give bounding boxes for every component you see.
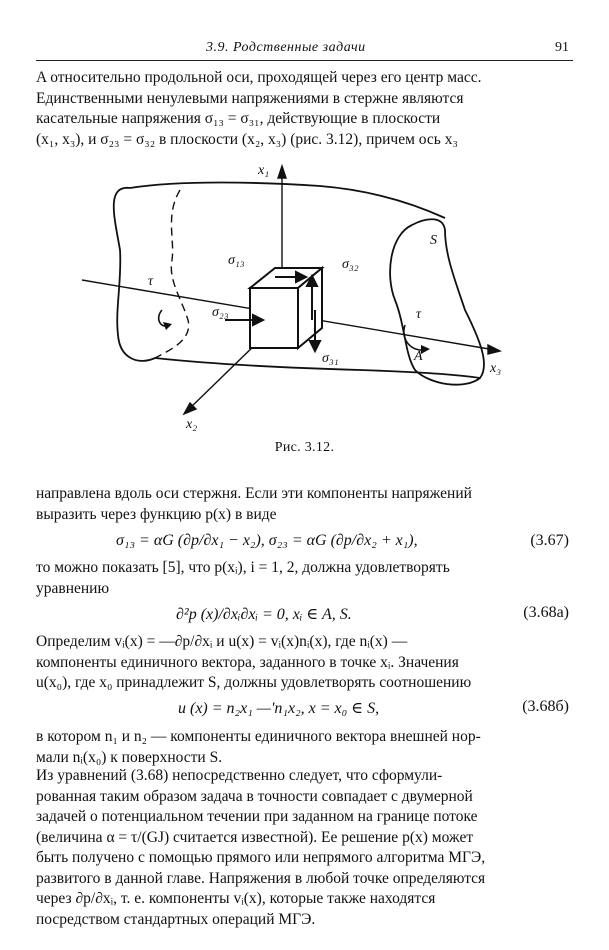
text-line: выразить через функцию p(x) в виде	[36, 505, 277, 523]
sigma31-label: σ₃₁	[322, 351, 339, 366]
tau-left-label: τ	[148, 274, 154, 289]
text-line: посредством стандартных операций МГЭ.	[36, 910, 316, 928]
text-line: Единственными ненулевыми напряжениями в стержне являются	[36, 89, 464, 107]
text-line: Определим vᵢ(x) = —∂p/∂xᵢ и u(x) = vᵢ(x)nᵢ(x), где nᵢ(x) —	[36, 633, 408, 650]
text-line: рованная таким образом задача в точности совпадает с двумерной	[36, 787, 473, 805]
equation-number: (3.67)	[530, 532, 569, 549]
figure-3-12	[60, 160, 540, 445]
text-line: уравнению	[36, 579, 110, 597]
text-line: A относительно продольной оси, проходящей через его центр масс.	[36, 69, 482, 86]
paragraph-4	[36, 632, 573, 694]
text-line: касательные напряжения σ₁₃ = σ₃₁, действующие в плоскости	[36, 110, 441, 127]
x3-label: x₃	[490, 361, 502, 376]
page-number: 91	[555, 40, 569, 55]
text-line: в котором n₁ и n₂ — компоненты единичного вектора внешней нор-	[36, 728, 481, 745]
text-line: компоненты единичного вектора, заданного в точке xᵢ. Значения	[36, 653, 459, 671]
paragraph-2	[36, 484, 573, 525]
running-header	[36, 40, 573, 60]
S-label: S	[430, 233, 437, 248]
x3-axis-arrowhead	[488, 345, 500, 354]
cylinder-top-edge	[130, 183, 445, 219]
paragraph-6	[36, 766, 573, 930]
equation-3-67	[36, 532, 573, 554]
figure-caption: Рис. 3.12.	[274, 440, 335, 455]
paragraph-5	[36, 727, 573, 768]
equation-3-68a	[36, 604, 573, 626]
x1-axis-arrowhead	[278, 166, 286, 178]
x2-axis	[188, 340, 260, 410]
sigma13-label: σ₁₃	[228, 253, 245, 268]
right-cross-section-S	[390, 219, 484, 384]
sigma31-arrowhead	[310, 341, 320, 351]
text-line: задачей о потенциальном течении при заданном на границе потоке	[36, 808, 478, 825]
paragraph-3	[36, 558, 573, 599]
text-line: мали nᵢ(x₀) к поверхности S.	[36, 748, 223, 766]
equation-body: u (x) = n₂x₁ —'n₁x₂, x = x₀ ∈ S,	[178, 700, 380, 717]
equation-number: (3.68а)	[523, 604, 569, 621]
text-line: (x₁, x₃), и σ₂₃ = σ₃₂ в плоскости (x₂, x₃) (рис. 3.12), причем ось x₃	[36, 130, 458, 148]
paragraph-1	[36, 68, 573, 150]
text-line: направлена вдоль оси стержня. Если эти компоненты напряжений	[36, 485, 472, 502]
text-line: u(x₀), где x₀ принадлежит S, должны удовлетворять соотношению	[36, 674, 472, 691]
text-line: развитого в данной главе. Напряжения в любой точке определяются	[36, 869, 486, 887]
text-line: то можно показать [5], что p(xᵢ), i = 1, 2, должна удовлетворять	[36, 559, 450, 576]
equation-body: ∂²p (x)/∂xᵢ∂xᵢ = 0, xᵢ ∈ A, S.	[176, 606, 352, 623]
equation-3-68b	[36, 698, 573, 720]
x2-label: x₂	[186, 417, 198, 432]
cylinder-bottom-edge	[155, 358, 480, 378]
equation-number: (3.68б)	[522, 698, 569, 715]
A-label: A	[414, 349, 423, 364]
tau-right-label: τ	[416, 307, 422, 322]
text-line: (величина α = τ/(GJ) считается известной). Ее решение p(x) может	[36, 828, 474, 846]
text-line: Из уравнений (3.68) непосредственно следует, что сформули-	[36, 767, 443, 784]
left-hidden-contour	[155, 190, 189, 358]
section-title: 3.9. Родственные задачи	[206, 40, 366, 55]
text-line: через ∂p/∂xᵢ, т. е. компоненты vᵢ(x), которые также находятся	[36, 890, 436, 907]
header-rule	[36, 60, 573, 61]
text-line: быть получено с помощью прямого или непрямого алгоритма МГЭ,	[36, 849, 486, 866]
equation-body: σ₁₃ = αG (∂p/∂x₁ − x₂), σ₂₃ = αG (∂p/∂x₂ + x₁),	[116, 532, 418, 549]
sigma23-label: σ₂₃	[212, 305, 229, 320]
x1-label: x₁	[258, 163, 270, 178]
sigma32-label: σ₃₂	[342, 257, 359, 272]
